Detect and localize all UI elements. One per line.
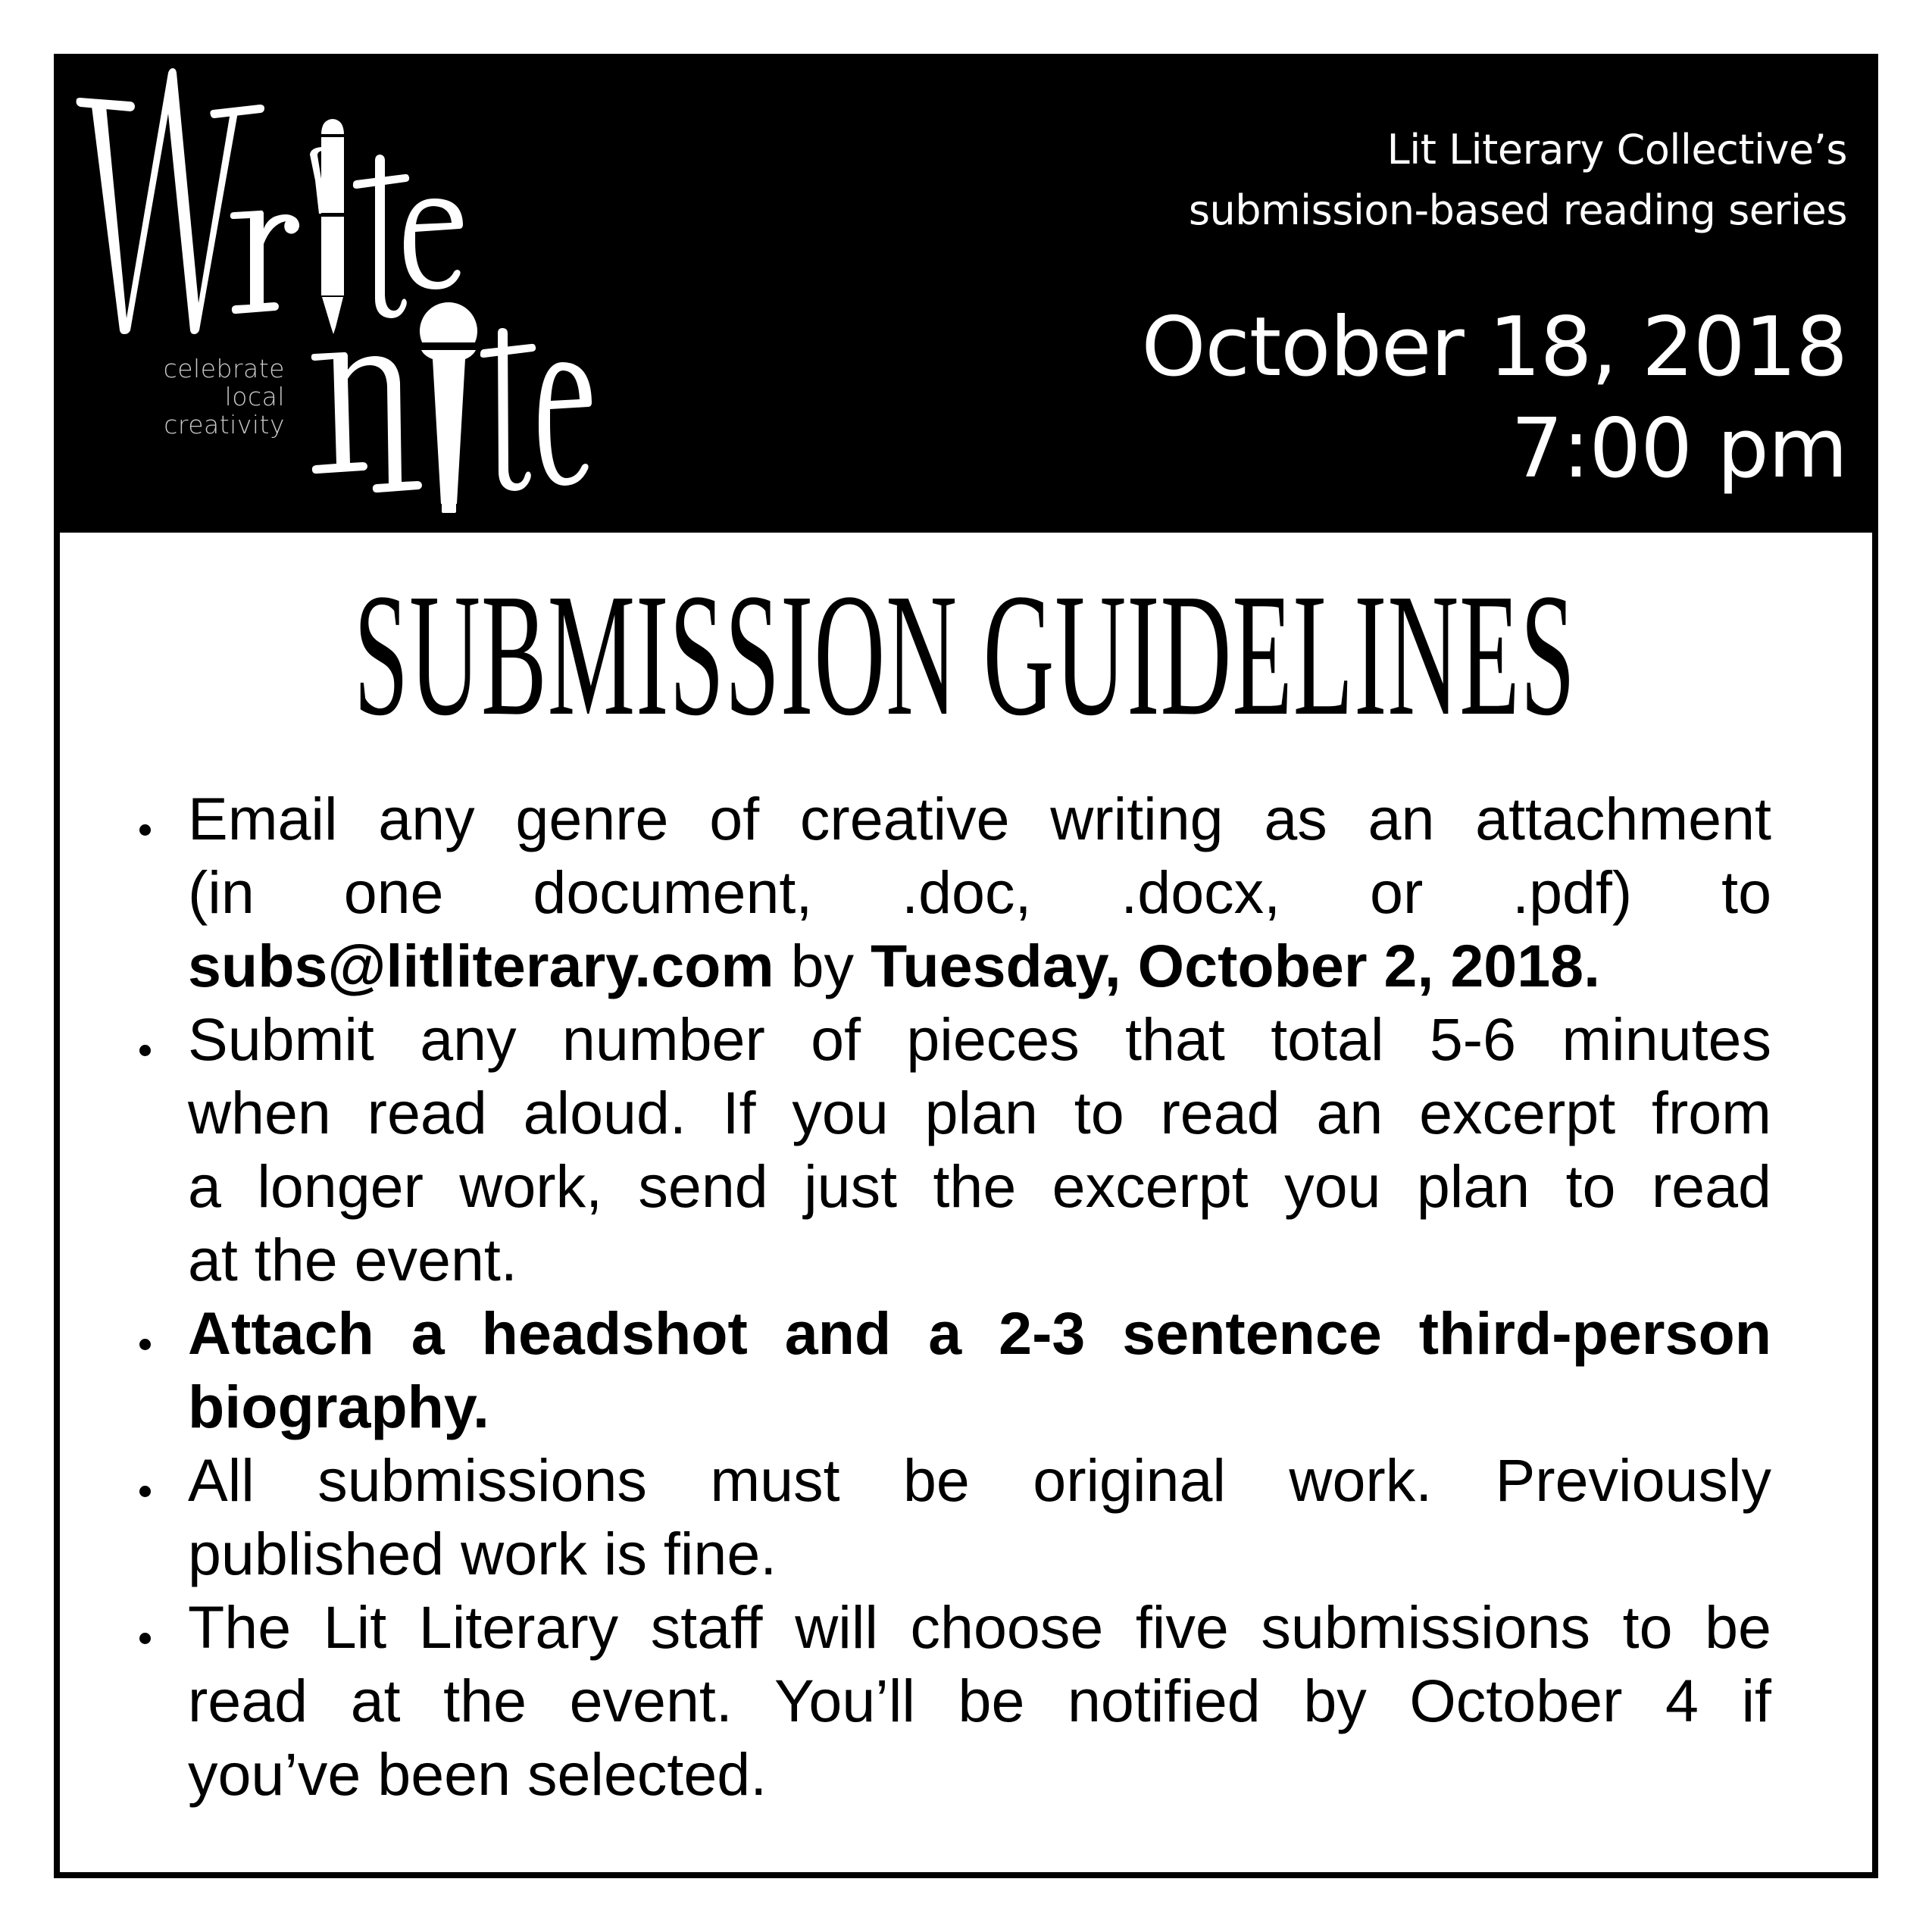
guideline-text: by <box>774 932 871 999</box>
logo-letter-r <box>230 211 299 314</box>
guideline-item <box>188 1443 1771 1590</box>
deadline-text: Tuesday, October 2, 2018. <box>871 932 1601 999</box>
guideline-line: All submissions must be original work. Previously <box>188 1446 1771 1514</box>
logo-letter-e <box>539 362 592 486</box>
guideline-line: The Lit Literary staff will choose five submissions to be <box>188 1593 1771 1661</box>
logo-letter-w <box>77 68 264 334</box>
logo-letter-t <box>353 155 409 318</box>
logo-tagline <box>164 355 285 439</box>
pen-icon <box>310 119 345 334</box>
event-datetime <box>1142 297 1847 500</box>
bullet-dot-icon <box>139 1045 151 1056</box>
microphone-icon <box>420 302 477 513</box>
bullet-dot-icon <box>139 824 151 836</box>
series-line-organizer: Lit Literary Collective’s <box>1386 126 1847 174</box>
series-line-type: submission-based reading series <box>1188 186 1847 234</box>
guideline-line: (in one document, .doc, .docx, or .pdf) to <box>188 858 1771 926</box>
submission-email: subs@litliterary.com <box>188 932 774 999</box>
bullet-dot-icon <box>139 1633 151 1644</box>
guideline-item <box>188 782 1771 1002</box>
page-title-text: SUBMISSION GUIDELINES <box>354 558 1576 752</box>
logo-letter-t <box>480 328 536 491</box>
guidelines-list <box>188 782 1771 1811</box>
event-date: October 18, 2018 <box>1141 300 1847 395</box>
page-title <box>354 558 1576 752</box>
guideline-line: read at the event. You’ll be notified by October 4 if <box>188 1667 1771 1734</box>
guideline-line: a longer work, send just the excerpt you plan to read <box>188 1152 1771 1220</box>
event-time: 7:00 pm <box>1511 402 1847 496</box>
guideline-line: you’ve been selected. <box>188 1740 767 1808</box>
guideline-line: at the event. <box>188 1226 517 1293</box>
logo-letter-e <box>404 199 463 289</box>
guideline-line <box>188 929 1771 1002</box>
tagline-line: local <box>224 382 285 411</box>
guideline-item <box>188 1002 1771 1296</box>
guideline-line: published work is fine. <box>188 1520 777 1587</box>
bullet-dot-icon <box>139 1486 151 1497</box>
guideline-line: biography. <box>188 1373 489 1440</box>
guideline-item <box>188 1590 1771 1811</box>
bullet-dot-icon <box>139 1339 151 1350</box>
guideline-line: Submit any number of pieces that total 5-6 minutes <box>188 1005 1771 1073</box>
guideline-line: Email any genre of creative writing as an attachment <box>188 785 1771 852</box>
guideline-line: when read aloud. If you plan to read an excerpt from <box>188 1079 1771 1146</box>
tagline-line: creativity <box>164 410 285 439</box>
tagline-line: celebrate <box>163 354 285 383</box>
logo-letter-n <box>311 352 422 492</box>
guideline-item <box>188 1296 1771 1443</box>
guideline-line: Attach a headshot and a 2-3 sentence third-person <box>188 1299 1771 1367</box>
series-description <box>1189 120 1847 241</box>
